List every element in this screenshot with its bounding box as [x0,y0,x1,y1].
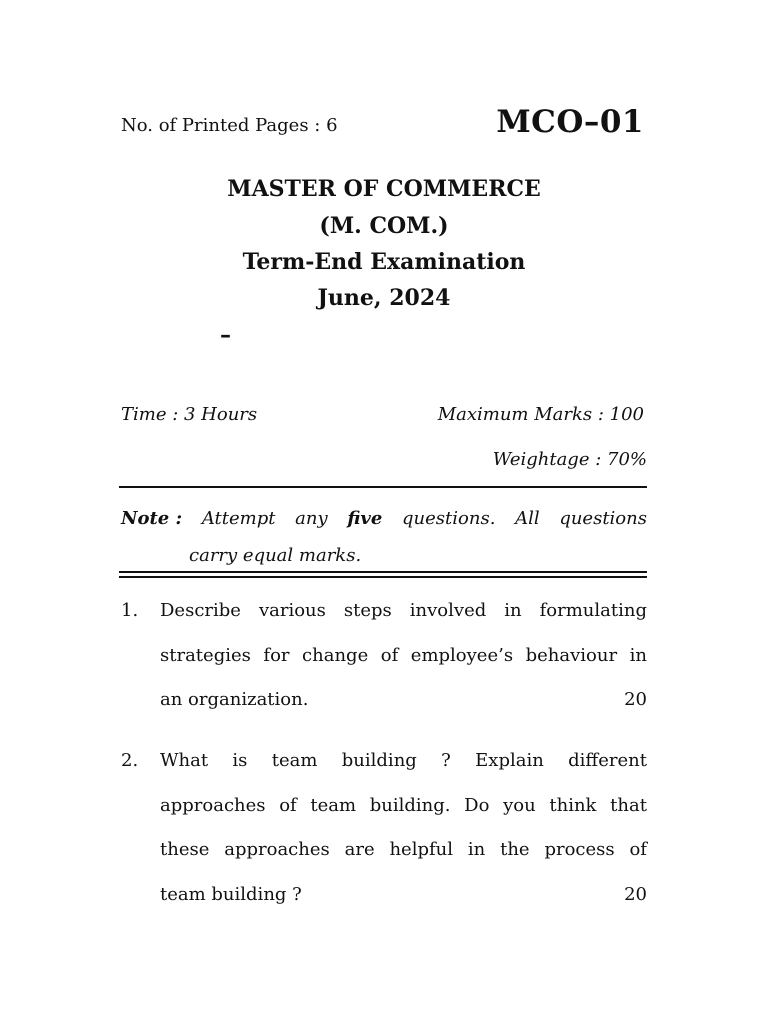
question-word: change [302,644,369,666]
question-word: employee’s [410,644,514,666]
question-word: helpful [389,839,454,861]
note-word: questions [559,508,647,529]
question-line [160,839,647,884]
question-word: is [232,750,248,771]
exam-type: Term-End Examination [242,249,526,275]
divider-double-upper [119,571,647,573]
note-word: Attempt [201,508,276,529]
question-line [160,689,647,734]
question-word: in [467,839,486,861]
question-word: think [549,794,597,816]
question-word: approaches [224,839,330,861]
question-word: of [279,794,297,816]
question-word: process [544,839,615,861]
exam-time: Time : 3 Hours [121,404,258,425]
question-word: Do [464,794,490,816]
question-line [160,884,647,929]
question-word: Describe [160,600,241,621]
question-word: that [610,794,647,816]
question-line [160,750,647,795]
note-line-2: carry equal marks. [189,545,362,566]
question-line [160,795,647,840]
question-word: various [258,600,326,621]
question-word: different [568,750,647,771]
question-word: you [503,794,536,816]
question-word: strategies [160,644,251,666]
weightage: Weightage : 70% [492,449,647,470]
question-word: ? [441,750,451,771]
title-dash: – [220,322,231,348]
question-word: the [500,839,530,861]
note-line-1 [121,500,647,537]
question-word: approaches [160,794,266,816]
question-word: What [160,750,209,771]
question-word: building [341,750,417,771]
question-word: involved [409,600,487,621]
question-marks: 20 [624,689,647,711]
question-word: are [344,839,375,861]
question-number: 2. [121,750,139,771]
question-word: in [629,644,647,666]
question-word: team [271,750,318,771]
divider-top [119,486,647,488]
question-word: of [629,839,647,861]
question-text [160,750,647,929]
maximum-marks: Maximum Marks : 100 [437,404,644,425]
divider-double-lower [119,576,647,578]
question-word: behaviour [525,644,618,666]
question-word: steps [343,600,392,621]
question-line [160,600,647,645]
programme-abbreviation: (M. COM.) [319,213,449,239]
note-word: All [515,508,540,529]
question-line [160,645,647,690]
exam-note [121,500,647,574]
note-label: Note : [121,508,183,529]
printed-pages-count: No. of Printed Pages : 6 [121,115,338,136]
question-word: of [380,644,399,666]
question-word: for [263,644,290,666]
note-word: questions. [402,508,496,529]
note-word: any [295,508,328,529]
question-word: in [504,600,522,621]
programme-title: MASTER OF COMMERCE [227,176,541,202]
exam-session: June, 2024 [317,285,451,311]
question-word: team [310,794,357,816]
question-word: building. [369,794,451,816]
question-last-line: team building ? [160,884,302,906]
note-word-emphasis: five [347,508,383,529]
question-text [160,600,647,734]
question-last-line: an organization. [160,689,309,711]
paper-code: MCO–01 [496,104,644,140]
question-marks: 20 [624,884,647,906]
question-number: 1. [121,600,139,621]
question-word: Explain [475,750,544,771]
question-word: these [160,839,210,861]
question-word: formulating [539,600,647,621]
